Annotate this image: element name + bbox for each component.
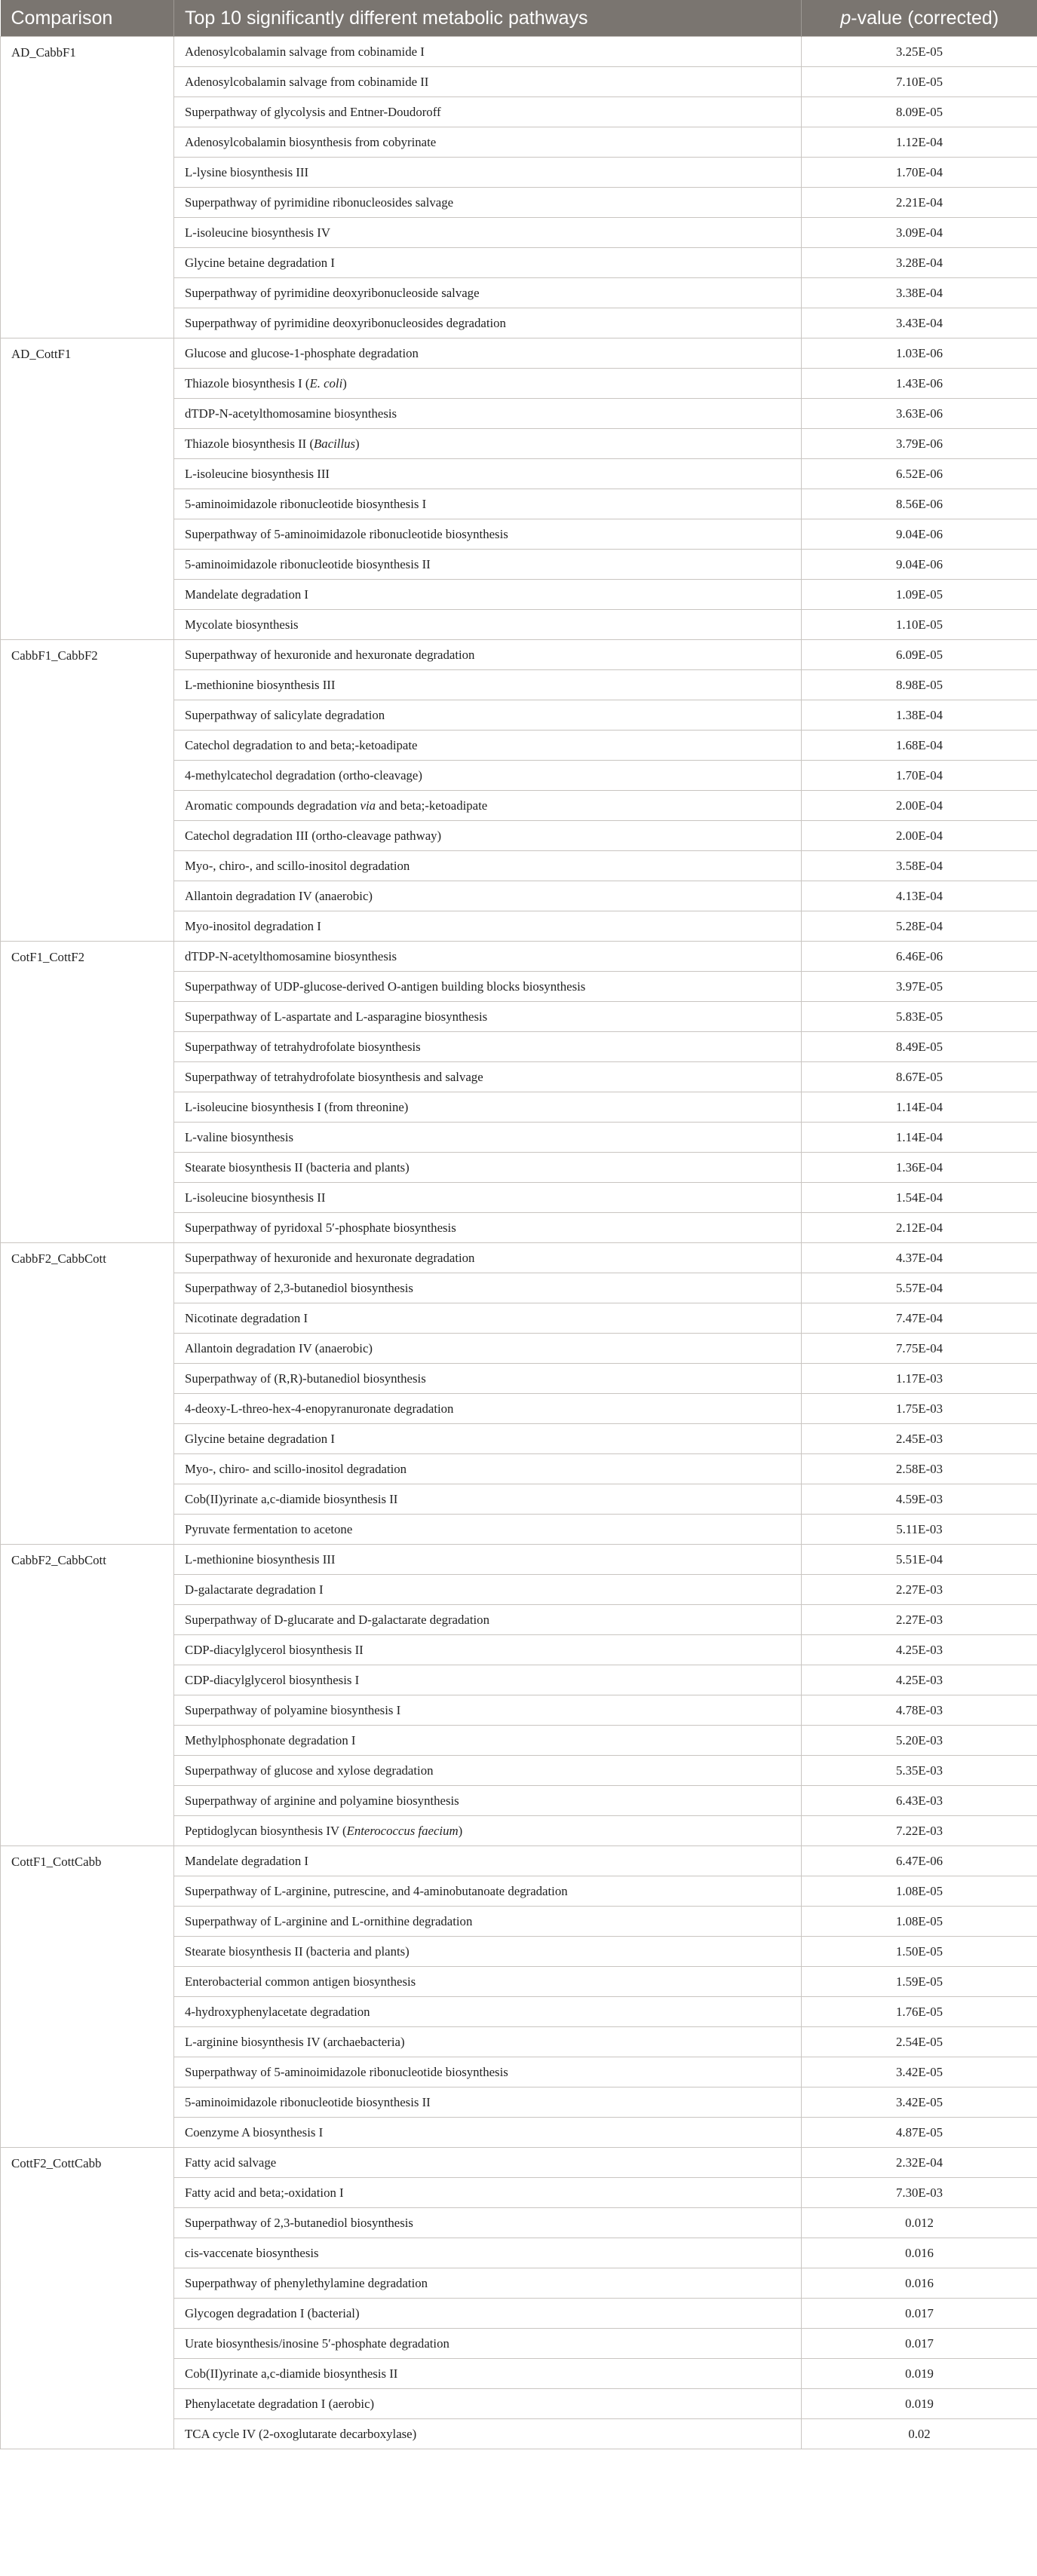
pathway-cell	[174, 1424, 802, 1454]
pathway-name: Mandelate degradation I	[185, 587, 309, 602]
pathway-cell	[174, 2027, 802, 2057]
p-value-cell: 3.42E-05	[802, 2087, 1037, 2118]
header-comparison: Comparison	[1, 0, 174, 37]
p-value-cell: 1.70E-04	[802, 761, 1037, 791]
pathway-cell	[174, 158, 802, 188]
table-header-row	[1, 0, 1037, 37]
p-value-cell: 2.12E-04	[802, 1213, 1037, 1243]
p-value-cell: 5.11E-03	[802, 1515, 1037, 1545]
pathway-name: 5-aminoimidazole ribonucleotide biosynthesis II	[185, 556, 431, 571]
pathway-name-suffix: )	[458, 1823, 463, 1838]
pathway-cell	[174, 459, 802, 489]
pathway-cell	[174, 1786, 802, 1816]
pathway-cell	[174, 399, 802, 429]
pathway-name: Superpathway of hexuronide and hexuronate degradation	[185, 647, 475, 662]
p-value-cell: 1.70E-04	[802, 158, 1037, 188]
pathway-cell	[174, 550, 802, 580]
p-value-cell: 1.76E-05	[802, 1997, 1037, 2027]
pathway-cell	[174, 1364, 802, 1394]
pathway-name: Superpathway of pyrimidine deoxyribonucleosides degradation	[185, 315, 506, 330]
pathway-name: Superpathway of tetrahydrofolate biosynthesis and salvage	[185, 1069, 483, 1084]
pathway-cell	[174, 248, 802, 278]
pathway-cell	[174, 1183, 802, 1213]
comparison-cell: CottF1_CottCabb	[1, 1846, 174, 2148]
table-row	[1, 338, 1037, 369]
p-value-cell: 7.30E-03	[802, 2178, 1037, 2208]
pathway-name: Glucose and glucose-1-phosphate degradation	[185, 345, 419, 360]
p-value-cell: 0.016	[802, 2268, 1037, 2299]
p-value-cell: 5.35E-03	[802, 1756, 1037, 1786]
pathway-cell	[174, 1907, 802, 1937]
header-p-italic: p	[840, 7, 851, 29]
p-value-cell: 9.04E-06	[802, 550, 1037, 580]
pathway-cell	[174, 1303, 802, 1334]
pathway-cell	[174, 2238, 802, 2268]
p-value-cell: 6.43E-03	[802, 1786, 1037, 1816]
table-row	[1, 640, 1037, 670]
pathway-cell	[174, 1092, 802, 1123]
p-value-cell: 3.43E-04	[802, 308, 1037, 338]
pathway-name: Peptidoglycan biosynthesis IV (	[185, 1823, 347, 1838]
pathway-cell	[174, 2057, 802, 2087]
pathway-cell	[174, 731, 802, 761]
table-row	[1, 2148, 1037, 2178]
comparison-cell: AD_CabbF1	[1, 37, 174, 338]
p-value-cell: 4.25E-03	[802, 1635, 1037, 1665]
p-value-cell: 5.57E-04	[802, 1273, 1037, 1303]
header-pathways: Top 10 significantly different metabolic pathways	[174, 0, 802, 37]
pathway-cell	[174, 1816, 802, 1846]
p-value-cell: 7.10E-05	[802, 67, 1037, 97]
pathway-name: 4-hydroxyphenylacetate degradation	[185, 2004, 370, 2019]
pathway-cell	[174, 37, 802, 67]
pathway-cell	[174, 1695, 802, 1726]
pathway-name: L-lysine biosynthesis III	[185, 164, 309, 179]
p-value-cell: 2.45E-03	[802, 1424, 1037, 1454]
header-p-value	[802, 0, 1037, 37]
pathway-name: dTDP-N-acetylthomosamine biosynthesis	[185, 406, 397, 421]
pathway-cell	[174, 1726, 802, 1756]
p-value-cell: 7.75E-04	[802, 1334, 1037, 1364]
pathway-cell	[174, 2329, 802, 2359]
p-value-cell: 1.08E-05	[802, 1907, 1037, 1937]
p-value-cell: 3.79E-06	[802, 429, 1037, 459]
pathway-name: Superpathway of (R,R)-butanediol biosynthesis	[185, 1371, 426, 1386]
pathway-name: L-isoleucine biosynthesis IV	[185, 225, 330, 240]
pathway-name: 4-methylcatechol degradation (ortho-cleavage)	[185, 767, 422, 783]
p-value-cell: 0.019	[802, 2359, 1037, 2389]
pathway-cell	[174, 1454, 802, 1484]
pathway-name: L-isoleucine biosynthesis II	[185, 1190, 326, 1205]
pathway-organism: Bacillus	[314, 436, 356, 451]
pathway-cell	[174, 127, 802, 158]
pathway-name: Thiazole biosynthesis II (	[185, 436, 314, 451]
p-value-cell: 3.28E-04	[802, 248, 1037, 278]
p-value-cell: 2.58E-03	[802, 1454, 1037, 1484]
pathway-name: Superpathway of polyamine biosynthesis I	[185, 1702, 401, 1717]
pathway-cell	[174, 1213, 802, 1243]
comparison-cell: CabbF1_CabbF2	[1, 640, 174, 942]
pathway-name: Nicotinate degradation I	[185, 1310, 308, 1325]
p-value-cell: 8.56E-06	[802, 489, 1037, 519]
p-value-cell: 0.02	[802, 2419, 1037, 2449]
pathway-name: Aromatic compounds degradation	[185, 798, 360, 813]
pathway-cell	[174, 188, 802, 218]
p-value-cell: 3.09E-04	[802, 218, 1037, 248]
p-value-cell: 4.78E-03	[802, 1695, 1037, 1726]
p-value-cell: 0.016	[802, 2238, 1037, 2268]
comparison-cell: CotF1_CottF2	[1, 942, 174, 1243]
p-value-cell: 4.25E-03	[802, 1665, 1037, 1695]
p-value-cell: 1.50E-05	[802, 1937, 1037, 1967]
pathway-cell	[174, 1575, 802, 1605]
pathway-cell	[174, 1062, 802, 1092]
pathway-cell	[174, 2299, 802, 2329]
pathway-name: Myo-inositol degradation I	[185, 918, 321, 933]
pathway-name: Enterobacterial common antigen biosynthesis	[185, 1974, 416, 1989]
pathway-cell	[174, 851, 802, 881]
pathway-cell	[174, 640, 802, 670]
p-value-cell: 1.14E-04	[802, 1123, 1037, 1153]
pathway-cell	[174, 1273, 802, 1303]
pathway-cell	[174, 1002, 802, 1032]
pathway-name: Superpathway of 5-aminoimidazole ribonucleotide biosynthesis	[185, 2064, 508, 2079]
p-value-cell: 4.13E-04	[802, 881, 1037, 911]
pathway-name: dTDP-N-acetylthomosamine biosynthesis	[185, 948, 397, 963]
pathway-cell	[174, 972, 802, 1002]
p-value-cell: 9.04E-06	[802, 519, 1037, 550]
pathway-name: CDP-diacylglycerol biosynthesis I	[185, 1672, 360, 1687]
table-row	[1, 37, 1037, 67]
comparison-cell: AD_CottF1	[1, 338, 174, 640]
pathway-name: Superpathway of D-glucarate and D-galactarate degradation	[185, 1612, 489, 1627]
pathway-name: Allantoin degradation IV (anaerobic)	[185, 1340, 373, 1355]
pathway-name: Thiazole biosynthesis I (	[185, 375, 310, 391]
pathway-cell	[174, 610, 802, 640]
p-value-cell: 4.87E-05	[802, 2118, 1037, 2148]
pathway-cell	[174, 1937, 802, 1967]
pathway-cell	[174, 821, 802, 851]
pathway-name-suffix: )	[342, 375, 347, 391]
pathway-name: 5-aminoimidazole ribonucleotide biosynthesis II	[185, 2094, 431, 2109]
pathway-cell	[174, 1997, 802, 2027]
pathway-cell	[174, 942, 802, 972]
pathway-cell	[174, 1032, 802, 1062]
header-p-rest: -value (corrected)	[851, 7, 999, 29]
p-value-cell: 1.14E-04	[802, 1092, 1037, 1123]
p-value-cell: 2.00E-04	[802, 821, 1037, 851]
p-value-cell: 5.28E-04	[802, 911, 1037, 942]
pathway-name: Cob(II)yrinate a,c-diamide biosynthesis II	[185, 1491, 398, 1506]
p-value-cell: 3.38E-04	[802, 278, 1037, 308]
pathway-name: L-methionine biosynthesis III	[185, 1551, 336, 1567]
pathway-name: Glycine betaine degradation I	[185, 255, 335, 270]
pathway-name: L-valine biosynthesis	[185, 1129, 294, 1144]
p-value-cell: 5.51E-04	[802, 1545, 1037, 1575]
pathway-name: Adenosylcobalamin biosynthesis from cobyrinate	[185, 134, 437, 149]
pathway-cell	[174, 338, 802, 369]
p-value-cell: 0.019	[802, 2389, 1037, 2419]
p-value-cell: 2.21E-04	[802, 188, 1037, 218]
p-value-cell: 1.59E-05	[802, 1967, 1037, 1997]
p-value-cell: 1.36E-04	[802, 1153, 1037, 1183]
pathway-name: Superpathway of UDP-glucose-derived O-antigen building blocks biosynthesis	[185, 979, 586, 994]
p-value-cell: 0.017	[802, 2299, 1037, 2329]
p-value-cell: 1.03E-06	[802, 338, 1037, 369]
pathway-cell	[174, 308, 802, 338]
pathway-cell	[174, 278, 802, 308]
pathway-cell	[174, 911, 802, 942]
pathway-name: Mandelate degradation I	[185, 1853, 309, 1868]
pathway-cell	[174, 2389, 802, 2419]
p-value-cell: 7.47E-04	[802, 1303, 1037, 1334]
pathway-name: L-methionine biosynthesis III	[185, 677, 336, 692]
p-value-cell: 1.43E-06	[802, 369, 1037, 399]
pathway-cell	[174, 1545, 802, 1575]
p-value-cell: 2.27E-03	[802, 1605, 1037, 1635]
pathway-cell	[174, 1484, 802, 1515]
pathway-name: D-galactarate degradation I	[185, 1582, 324, 1597]
pathway-cell	[174, 580, 802, 610]
pathway-name: Adenosylcobalamin salvage from cobinamide II	[185, 74, 429, 89]
comparison-cell: CabbF2_CabbCott	[1, 1243, 174, 1545]
pathway-cell	[174, 519, 802, 550]
p-value-cell: 8.09E-05	[802, 97, 1037, 127]
p-value-cell: 1.68E-04	[802, 731, 1037, 761]
pathway-cell	[174, 1876, 802, 1907]
pathway-cell	[174, 429, 802, 459]
pathway-name: Mycolate biosynthesis	[185, 617, 299, 632]
pathway-name: Pyruvate fermentation to acetone	[185, 1521, 353, 1536]
pathway-name: Superpathway of salicylate degradation	[185, 707, 385, 722]
pathway-cell	[174, 1635, 802, 1665]
pathway-cell	[174, 1665, 802, 1695]
comparison-cell: CabbF2_CabbCott	[1, 1545, 174, 1846]
pathway-name: Allantoin degradation IV (anaerobic)	[185, 888, 373, 903]
p-value-cell: 8.98E-05	[802, 670, 1037, 700]
p-value-cell: 6.09E-05	[802, 640, 1037, 670]
pathway-name: Superpathway of tetrahydrofolate biosynthesis	[185, 1039, 421, 1054]
p-value-cell: 5.20E-03	[802, 1726, 1037, 1756]
pathway-name: Adenosylcobalamin salvage from cobinamide I	[185, 44, 425, 59]
pathway-cell	[174, 700, 802, 731]
table-row	[1, 1846, 1037, 1876]
pathway-name: Catechol degradation III (ortho-cleavage pathway)	[185, 828, 442, 843]
pathway-name: Superpathway of 2,3-butanediol biosynthesis	[185, 1280, 413, 1295]
pathway-name: Superpathway of arginine and polyamine biosynthesis	[185, 1793, 459, 1808]
pathway-name: Phenylacetate degradation I (aerobic)	[185, 2396, 375, 2411]
pathway-cell	[174, 2359, 802, 2389]
comparison-cell: CottF2_CottCabb	[1, 2148, 174, 2449]
pathway-cell	[174, 1123, 802, 1153]
pathway-name: Fatty acid and beta;-oxidation I	[185, 2185, 344, 2200]
pathway-name: Superpathway of pyrimidine deoxyribonucleoside salvage	[185, 285, 480, 300]
pathway-cell	[174, 670, 802, 700]
pathway-cell	[174, 2419, 802, 2449]
pathway-cell	[174, 218, 802, 248]
pathway-cell	[174, 2208, 802, 2238]
p-value-cell: 6.47E-06	[802, 1846, 1037, 1876]
pathway-name: Glycine betaine degradation I	[185, 1431, 335, 1446]
p-value-cell: 3.42E-05	[802, 2057, 1037, 2087]
pathway-name-suffix: and beta;-ketoadipate	[376, 798, 488, 813]
pathway-cell	[174, 1515, 802, 1545]
pathway-name: Superpathway of phenylethylamine degradation	[185, 2275, 428, 2290]
pathway-cell	[174, 1153, 802, 1183]
pathway-name: Superpathway of pyrimidine ribonucleosides salvage	[185, 195, 454, 210]
table-row	[1, 1545, 1037, 1575]
pathway-organism: via	[360, 798, 376, 813]
p-value-cell: 1.08E-05	[802, 1876, 1037, 1907]
pathway-organism: E. coli	[309, 375, 343, 391]
pathway-name: Superpathway of L-arginine, putrescine, and 4-aminobutanoate degradation	[185, 1883, 568, 1898]
pathway-cell	[174, 2087, 802, 2118]
pathway-cell	[174, 1243, 802, 1273]
pathway-name: Superpathway of L-arginine and L-ornithine degradation	[185, 1913, 473, 1928]
pathway-name: Coenzyme A biosynthesis I	[185, 2124, 324, 2140]
p-value-cell: 4.37E-04	[802, 1243, 1037, 1273]
pathway-cell	[174, 2148, 802, 2178]
p-value-cell: 1.17E-03	[802, 1364, 1037, 1394]
p-value-cell: 1.12E-04	[802, 127, 1037, 158]
pathway-name: Superpathway of hexuronide and hexuronate degradation	[185, 1250, 475, 1265]
pathway-name: Catechol degradation to and beta;-ketoadipate	[185, 737, 418, 752]
p-value-cell: 3.63E-06	[802, 399, 1037, 429]
pathway-cell	[174, 369, 802, 399]
pathway-cell	[174, 1846, 802, 1876]
pathway-cell	[174, 1605, 802, 1635]
p-value-cell: 1.10E-05	[802, 610, 1037, 640]
pathway-name: Stearate biosynthesis II (bacteria and plants)	[185, 1943, 410, 1959]
p-value-cell: 3.97E-05	[802, 972, 1037, 1002]
pathway-cell	[174, 2118, 802, 2148]
p-value-cell: 1.75E-03	[802, 1394, 1037, 1424]
p-value-cell: 1.09E-05	[802, 580, 1037, 610]
p-value-cell: 2.54E-05	[802, 2027, 1037, 2057]
p-value-cell: 1.54E-04	[802, 1183, 1037, 1213]
p-value-cell: 0.017	[802, 2329, 1037, 2359]
pathway-cell	[174, 489, 802, 519]
pathway-cell	[174, 761, 802, 791]
p-value-cell: 5.83E-05	[802, 1002, 1037, 1032]
pathway-name: CDP-diacylglycerol biosynthesis II	[185, 1642, 364, 1657]
p-value-cell: 3.25E-05	[802, 37, 1037, 67]
pathway-name: cis-vaccenate biosynthesis	[185, 2245, 319, 2260]
p-value-cell: 1.38E-04	[802, 700, 1037, 731]
pathway-name: L-isoleucine biosynthesis III	[185, 466, 330, 481]
pathway-name: Superpathway of glycolysis and Entner-Doudoroff	[185, 104, 441, 119]
pathway-name: Urate biosynthesis/inosine 5′-phosphate degradation	[185, 2336, 449, 2351]
pathway-name: Superpathway of L-aspartate and L-asparagine biosynthesis	[185, 1009, 488, 1024]
pathway-organism: Enterococcus faecium	[346, 1823, 459, 1838]
pathway-name: Superpathway of glucose and xylose degradation	[185, 1763, 434, 1778]
pathway-cell	[174, 1394, 802, 1424]
p-value-cell: 0.012	[802, 2208, 1037, 2238]
p-value-cell: 6.52E-06	[802, 459, 1037, 489]
p-value-cell: 7.22E-03	[802, 1816, 1037, 1846]
pathway-name: Superpathway of 5-aminoimidazole ribonucleotide biosynthesis	[185, 526, 508, 541]
pathway-name: Myo-, chiro- and scillo-inositol degradation	[185, 1461, 407, 1476]
pathway-cell	[174, 791, 802, 821]
pathway-name: Glycogen degradation I (bacterial)	[185, 2305, 360, 2320]
p-value-cell: 3.58E-04	[802, 851, 1037, 881]
pathway-cell	[174, 2178, 802, 2208]
pathway-cell	[174, 97, 802, 127]
p-value-cell: 2.32E-04	[802, 2148, 1037, 2178]
pathway-cell	[174, 881, 802, 911]
p-value-cell: 6.46E-06	[802, 942, 1037, 972]
pathway-name: Superpathway of pyridoxal 5′-phosphate biosynthesis	[185, 1220, 456, 1235]
pathway-name: Superpathway of 2,3-butanediol biosynthesis	[185, 2215, 413, 2230]
table-row	[1, 1243, 1037, 1273]
pathway-name-suffix: )	[355, 436, 360, 451]
pathway-name: Cob(II)yrinate a,c-diamide biosynthesis II	[185, 2366, 398, 2381]
p-value-cell: 8.67E-05	[802, 1062, 1037, 1092]
pathway-cell	[174, 1334, 802, 1364]
pathway-cell	[174, 1967, 802, 1997]
pathway-cell	[174, 2268, 802, 2299]
table-body	[1, 37, 1037, 2449]
pathway-name: 5-aminoimidazole ribonucleotide biosynthesis I	[185, 496, 427, 511]
pathway-name: L-arginine biosynthesis IV (archaebacteria)	[185, 2034, 405, 2049]
pathway-name: TCA cycle IV (2-oxoglutarate decarboxylase)	[185, 2426, 417, 2441]
p-value-cell: 4.59E-03	[802, 1484, 1037, 1515]
pathway-cell	[174, 67, 802, 97]
pathway-name: 4-deoxy-L-threo-hex-4-enopyranuronate degradation	[185, 1401, 454, 1416]
pathway-cell	[174, 1756, 802, 1786]
table-row	[1, 942, 1037, 972]
pathway-name: Myo-, chiro-, and scillo-inositol degradation	[185, 858, 410, 873]
p-value-cell: 8.49E-05	[802, 1032, 1037, 1062]
pathway-name: L-isoleucine biosynthesis I (from threonine)	[185, 1099, 409, 1114]
pathway-name: Methylphosphonate degradation I	[185, 1732, 356, 1747]
pathway-name: Fatty acid salvage	[185, 2155, 277, 2170]
p-value-cell: 2.00E-04	[802, 791, 1037, 821]
p-value-cell: 2.27E-03	[802, 1575, 1037, 1605]
pathway-name: Stearate biosynthesis II (bacteria and plants)	[185, 1159, 410, 1175]
